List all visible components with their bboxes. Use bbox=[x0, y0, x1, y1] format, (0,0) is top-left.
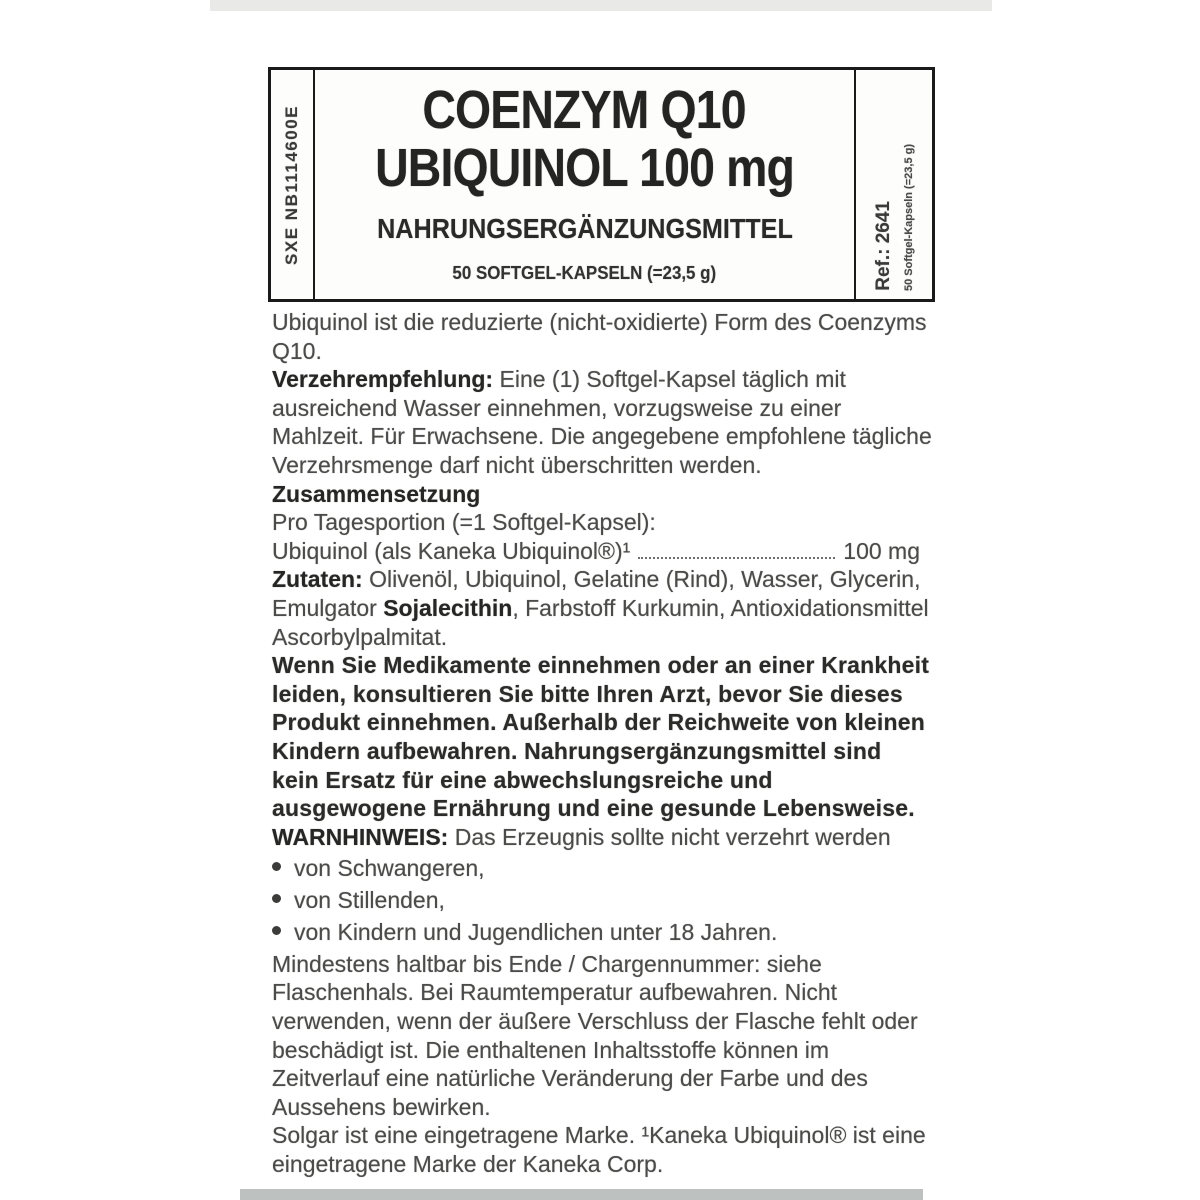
bullet-icon bbox=[272, 894, 281, 903]
ref-number-vertical: Ref.: 2641 bbox=[873, 201, 894, 291]
caution-paragraph: Wenn Sie Medikamente einnehmen oder an einer Krankheit leiden, konsultieren Sie bitte Ihren Arzt, bevor Sie dieses Produkt einnehmen. Außerhalb der Reichweite von kleinen Kindern aufbewahren. Nahrungsergänzungsmittel sind kein Ersatz für eine abwechslungsreiche und ausgewogene Ernährung und eine gesunde Lebensweise. bbox=[272, 652, 930, 822]
label-left-column bbox=[271, 70, 315, 299]
composition-heading: Zusammensetzung bbox=[272, 480, 481, 507]
ingredient-amount: 100 mg bbox=[843, 537, 920, 564]
product-title-line1: COENZYM Q10 bbox=[422, 80, 747, 140]
trademark-text: Solgar ist eine eingetragene Marke. ¹Kaneka Ubiquinol® ist eine eingetragene Marke der Kaneka Corp. bbox=[272, 1122, 926, 1177]
warning-bullet-list bbox=[272, 854, 932, 948]
per-serving-line bbox=[272, 508, 932, 537]
production-code-vertical: SXE NB1114600E bbox=[282, 104, 301, 265]
ingredient-row bbox=[272, 537, 920, 566]
ingredients-text-1: Olivenöl, Ubiquinol, Gelatine (Rind), Wasser, Glycerin, Emulgator bbox=[272, 566, 921, 621]
bullet-text: von Kindern und Jugendlichen unter 18 Jahren. bbox=[294, 918, 778, 945]
storage-text: Mindestens haltbar bis Ende / Chargennummer: siehe Flaschenhals. Bei Raumtemperatur aufbewahren. Nicht verwenden, wenn der äußere Verschluss der Flasche fehlt oder beschädigt ist. Die enthaltenen Inhaltsstoffe können im Zeitverlauf eine natürliche Veränderung der Farbe und des Aussehens bewirken. bbox=[272, 950, 918, 1120]
dosage-paragraph bbox=[272, 365, 932, 479]
warning-label: WARNHINWEIS: bbox=[272, 823, 449, 850]
dotted-leader bbox=[638, 557, 835, 559]
bottom-edge-bar bbox=[240, 1189, 923, 1200]
warning-paragraph bbox=[272, 823, 932, 852]
bullet-item bbox=[272, 886, 932, 916]
bullet-text: von Schwangeren, bbox=[294, 854, 485, 881]
bullet-item bbox=[272, 854, 932, 884]
storage-paragraph bbox=[272, 950, 932, 1122]
product-title-line2: UBIQUINOL 100 mg bbox=[375, 138, 794, 198]
trademark-paragraph bbox=[272, 1121, 932, 1178]
ingredients-text-2: , Farbstoff Kurkumin, Antioxidationsmittel Ascorbylpalmitat. bbox=[272, 594, 929, 650]
bullet-text: von Stillenden, bbox=[294, 886, 445, 913]
top-edge-strip bbox=[210, 0, 992, 11]
ingredients-bold-allergen: Sojalecithin bbox=[383, 594, 513, 621]
ingredients-label: Zutaten: bbox=[272, 566, 363, 593]
pack-size-vertical: 50 Softgel-Kapseln (=23,5 g) bbox=[903, 143, 915, 291]
bullet-item bbox=[272, 918, 932, 948]
label-right-column bbox=[854, 70, 932, 299]
bullet-icon bbox=[272, 862, 281, 871]
pack-size: 50 SOFTGEL-KAPSELN (=23,5 g) bbox=[452, 263, 717, 283]
ingredient-name: Ubiquinol (als Kaneka Ubiquinol®)¹ bbox=[272, 537, 631, 564]
intro-text: Ubiquinol ist die reduzierte (nicht-oxidierte) Form des Coenzyms Q10. bbox=[272, 309, 927, 364]
product-label-box bbox=[268, 67, 935, 302]
dosage-label: Verzehrempfehlung: bbox=[272, 366, 494, 393]
warning-text: Das Erzeugnis sollte nicht verzehrt werden bbox=[448, 823, 891, 850]
per-serving-text: Pro Tagesportion (=1 Softgel-Kapsel): bbox=[272, 509, 656, 536]
intro-paragraph bbox=[272, 308, 932, 365]
label-center-column bbox=[315, 70, 854, 299]
ingredients-paragraph bbox=[272, 565, 932, 651]
product-category: NAHRUNGSERGÄNZUNGSMITTEL bbox=[376, 213, 793, 244]
label-body-text bbox=[272, 308, 932, 1179]
dosage-text: Eine (1) Softgel-Kapsel täglich mit ausreichend Wasser einnehmen, vorzugsweise zu einer Mahlzeit. Für Erwachsene. Die angegebene empfohlene tägliche Verzehrsmenge darf nicht überschritten werden. bbox=[272, 366, 932, 478]
bullet-icon bbox=[272, 926, 281, 935]
